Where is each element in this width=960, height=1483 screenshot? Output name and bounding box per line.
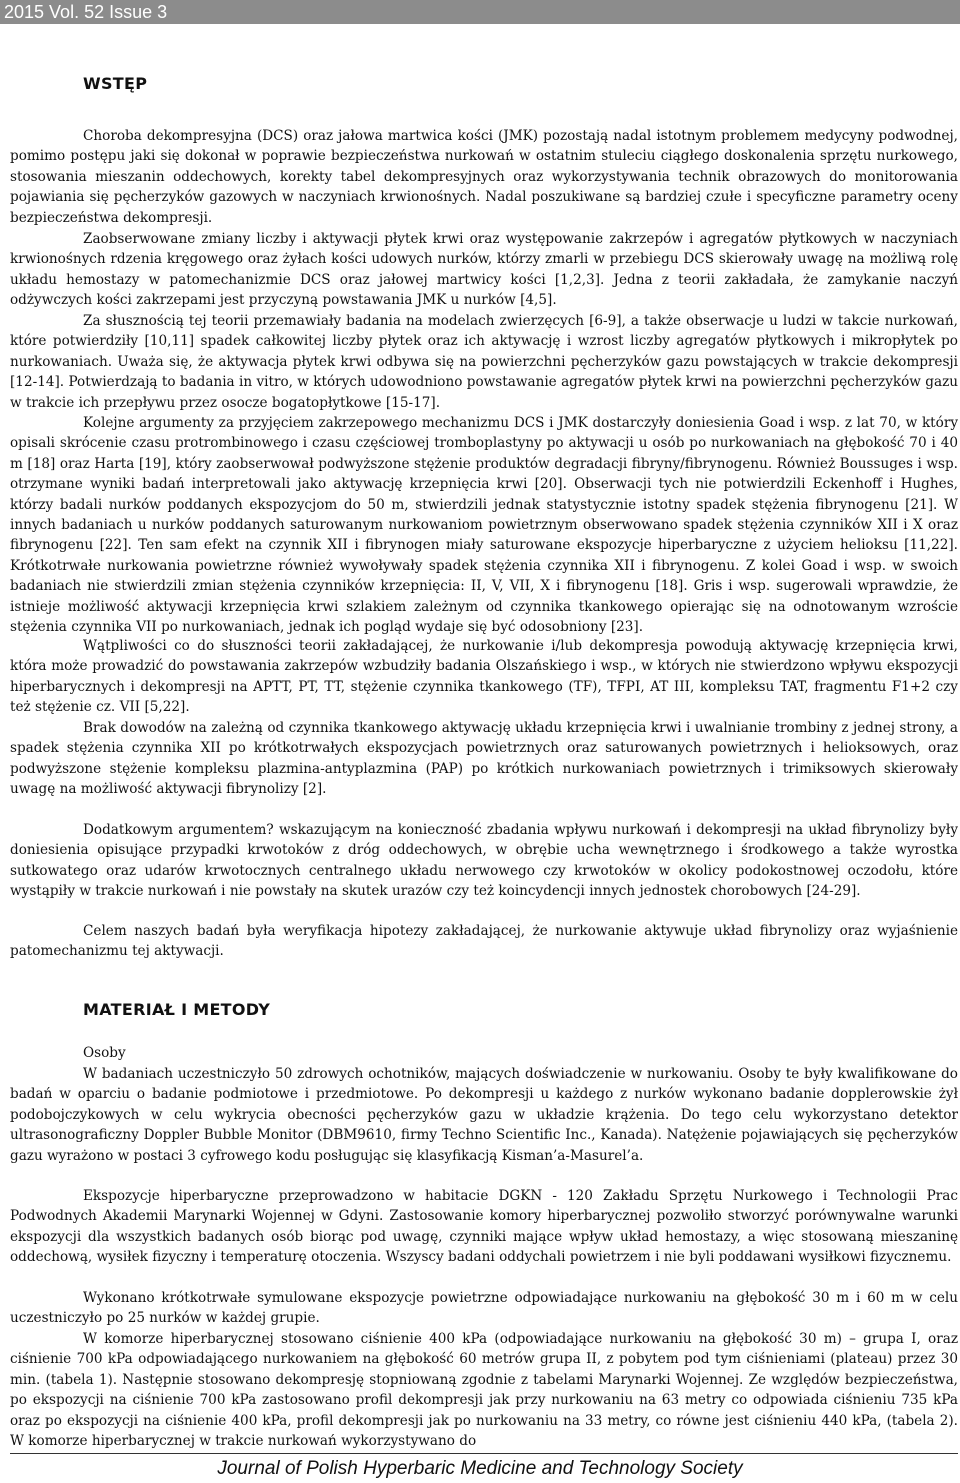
- intro-paragraph-3: Za słusznością tej teorii przemawiały badania na modelach zwierzęcych [6-9], a także obserwacje u ludzi w takcie nurkowań, które potwierdziły [10,11] spadek całkowitej liczby płytek oraz ich aktywację i wzrost liczby agregatów płytkowych i mikropłytek po nurkowaniach. Uważa się, że aktywacja płytek krwi odbywa się na powierzchni pęcherzyków gazu powstających w trakcie dekompresji [12-14]. Potwierdzają to badania in vitro, w których udowodniono powstawanie agregatów płytek krwi na powierzchni pęcherzyków gazu w trakcie ich przepływu przez osocze bogatopłytkowe [15-17].: [10, 313, 958, 411]
- intro-paragraph-5: Wątpliwości co do słuszności teorii zakładającej, że nurkowanie i/lub dekompresja powodują aktywację krzepnięcia krwi, która może prowadzić do powstawania zakrzepów wzbudziły badania Olszańskiego i wsp., w których nie stwierdzono wpływu ekspozycji hiperbarycznych i dekompresji na APTT, PT, TT, stężenie czynnika tkankowego (TF), TFPI, AT III, kompleksu TAT, fragmentu F1+2 czy też stężenie cz. VII [5,22].: [10, 638, 958, 716]
- intro-paragraph-8: Celem naszych badań była weryfikacja hipotezy zakładającej, że nurkowanie aktywuje układ fibrynolizy oraz wyjaśnienie patomechanizmu tej aktywacji.: [10, 923, 958, 960]
- methods-paragraph-3: Wykonano krótkotrwałe symulowane ekspozycje powietrzne odpowiadające nurkowaniu na głębokość 30 m i 60 m w celu uczestniczyło po 25 nurków w każdej grupie.: [10, 1290, 958, 1327]
- issue-label: 2015 Vol. 52 Issue 3: [4, 2, 168, 22]
- methods-paragraph-4: W komorze hiperbarycznej stosowano ciśnienie 400 kPa (odpowiadające nurkowaniu na głębokość 30 m) – grupa I, oraz ciśnienie 700 kPa odpowiadającego nurkowaniem na głębokość 60 metrów grupa II, z pobytem pod tym ciśnieniami (plateau) przez 30 min. (tabela 1). Następnie stosowano dekompresję stopniowaną zgodnie z tabelami Marynarki Wojennej. Ze względów bezpieczeństwa, po ekspozycji na ciśnienie 700 kPa zastosowano profil dekompresji jak przy nurkowaniu na 63 metry co odpowiada ciśnieniu 735 kPa oraz po ekspozycji na ciśnienie 400 kPa, profil dekompresji jak po nurkowaniu na 33 metry, co równe jest ciśnieniu 440 kPa, (tabela 2). W komorze hiperbarycznej w trakcie nurkowań wykorzystywano do: [10, 1331, 958, 1450]
- footer-divider: [10, 1453, 958, 1454]
- subsection-title-subjects: Osoby: [83, 1045, 126, 1061]
- methods-paragraph-1: W badaniach uczestniczyło 50 zdrowych ochotników, mających doświadczenie w nurkowaniu. Osoby te były kwalifikowane do badań w oparciu o badanie podmiotowe i przedmiotowe. Po dekompresji u każdego z nurków wykonano badanie dopplerowskie żył podobojczykowych w celu wykrycia obecności pęcherzyków gazu w układzie krążenia. Do tego celu wykorzystano detektor ultrasonograficzny Doppler Bubble Monitor (DBM9610, firmy Techno Scientific Inc., Kanada). Natężenie pojawiających się pęcherzyków gazu wyrażono w postaci 3 cyfrowego kodu posługując się klasyfikacją Kisman’a-Masurel’a.: [10, 1066, 958, 1164]
- intro-paragraph-6: Brak dowodów na zależną od czynnika tkankowego aktywację układu krzepnięcia krwi i uwalnianie trombiny z jednej strony, a spadek stężenia czynnika XII po krótkotrwałych ekspozycjach powietrznych oraz saturowanych powietrznych i helioksowych, oraz podwyższone stężenie kompleksu plazmina-antyplazmina (PAP) po krótkich nurkowaniach powietrznych i trimiksowych skierowały uwagę na możliwość aktywacji fibrynolizy [2].: [10, 720, 958, 798]
- section-title-methods: MATERIAŁ I METODY: [83, 1000, 271, 1019]
- intro-paragraph-4: Kolejne argumenty za przyjęciem zakrzepowego mechanizmu DCS i JMK dostarczyły doniesienia Goad i wsp. z lat 70, w który opisali skrócenie czasu protrombinowego i czasu częściowej tromboplastyny po aktywacji u osób po nurkowaniach na głębokość 70 i 40 m [18] oraz Harta [19], który zaobserwował podwyższone stężenie produktów degradacji fibryny/fibrynogenu. Również Boussuges i wsp. otrzymane wyniki badań interpretowali jako aktywację krzepnięcia krwi [20]. Obserwacji tych nie potwierdzili Eckenhoff i Hughes, którzy badali nurków poddanych ekspozycjom do 50 m, stwierdzili jednak statystycznie istotny spadek stężenia fibrynogenu [21]. W innych badaniach u nurków poddanych saturowanym nurkowaniom powietrznym obserwowano spadek stężenia czynników XII i X oraz fibrynogenu [22]. Ten sam efekt na czynnik XII i fibrynogen miały saturowane ekspozycje hiperbaryczne z użyciem helioksu [11,22]. Krótkotrwałe nurkowania powietrzne również wywoływały spadek stężenia czynnika XII i fibrynogenu. Z kolei Goad i wsp. w swoich badaniach nie stwierdzili zmian stężenia czynników krzepnięcia: II, V, VII, X i fibrynogenu [18]. Gris i wsp. sugerowali wprawdzie, że istnieje możliwość aktywacji krzepnięcia krwi szlakiem zależnym od czynnika tkankowego opierając się na odnotowanym wzroście stężenia czynnika VII po nurkowaniach, jednak ich pogląd wydaje się być odosobniony [23].: [10, 415, 958, 636]
- section-title-intro: WSTĘP: [83, 74, 148, 93]
- intro-paragraph-1: Choroba dekompresyjna (DCS) oraz jałowa martwica kości (JMK) pozostają nadal istotnym problemem medycyny podwodnej, pomimo postępu jaki się dokonał w poprawie bezpieczeństwa nurkowań w ostatnim stuleciu ciągłego doskonalenia sprzętu nurkowego, stosowania mieszanin oddechowych, korekty tabel dekompresyjnych oraz wykorzystywania technik obrazowych do monitorowania pojawiania się pęcherzyków gazowych w naczyniach krwionośnych. Nadal poszukiwane są bardziej czułe i specyficzne parametry oceny bezpieczeństwa dekompresji.: [10, 128, 958, 226]
- journal-footer: Journal of Polish Hyperbaric Medicine and Technology Society: [217, 1458, 743, 1479]
- issue-header-bar: [0, 0, 960, 24]
- intro-paragraph-2: Zaobserwowane zmiany liczby i aktywacji płytek krwi oraz występowanie zakrzepów i agregatów płytkowych w naczyniach krwionośnych rdzenia kręgowego oraz żyłach kości udowych nurków, którzy zmarli w przebiegu DCS skierowały uwagę na możliwą rolę układu hemostazy w patomechanizmie DCS oraz jałowej martwicy kości [1,2,3]. Jedna z teorii zakładała, że zamykanie naczyń odżywczych kości zakrzepami jest przyczyną powstawania JMK u nurków [4,5].: [10, 231, 958, 309]
- intro-paragraph-7: Dodatkowym argumentem? wskazującym na konieczność zbadania wpływu nurkowań i dekompresji na układ fibrynolizy były doniesienia opisujące przypadki krwotoków z dróg oddechowych, w obrębie ucha wewnętrznego i środkowego a także wyrostka sutkowatego oraz udarów krwotocznych centralnego układu nerwowego czy krwotoków w okolicy podokostnowej oczodołu, które wystąpiły w trakcie nurkowań i nie powstały na skutek urazów czy też koincydencji innych jednostek chorobowych [24-29].: [10, 822, 958, 900]
- methods-paragraph-2: Ekspozycje hiperbaryczne przeprowadzono w habitacie DGKN - 120 Zakładu Sprzętu Nurkowego i Technologii Prac Podwodnych Akademii Marynarki Wojennej w Gdyni. Zastosowanie komory hiperbarycznej pozwoliło stworzyć porównywalne warunki ekspozycji dla wszystkich badanych osób biorąc pod uwagę, czynniki mające wpływ układ hemostazy, a więc stosowaną mieszaninę oddechową, wysiłek fizyczny i temperaturę otoczenia. Wszyscy badani oddychali powietrzem i nie byli poddawani wysiłkowi fizycznemu.: [10, 1188, 958, 1266]
